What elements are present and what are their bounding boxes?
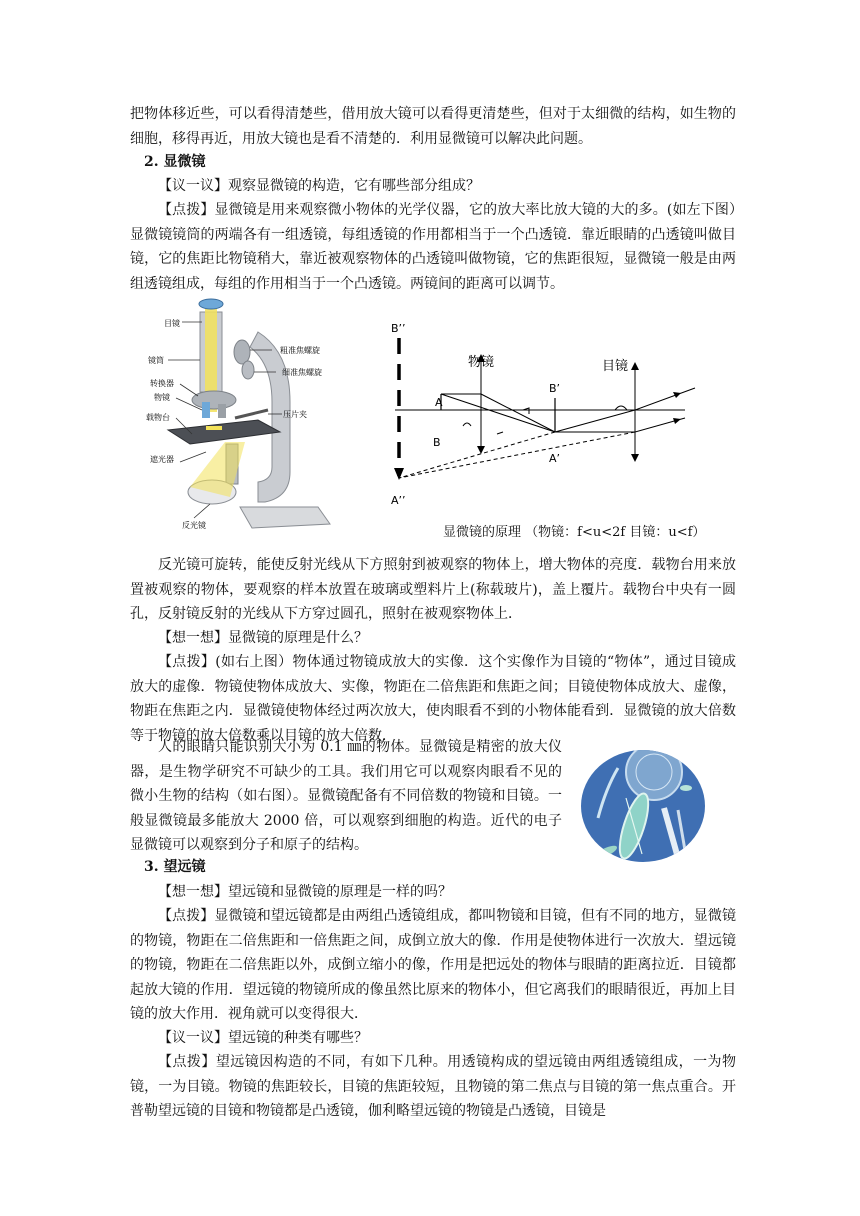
label-eyepiece: 目镜 — [164, 319, 180, 328]
label-a-prime: A’ — [549, 452, 561, 465]
label-stage: 载物台 — [146, 413, 170, 422]
discuss-paragraph-2: 【议一议】望远镜的种类有哪些？ — [158, 1030, 368, 1046]
ray-diagram — [385, 318, 715, 512]
ray-diagram-caption: 显微镜的原理 （物镜：f<u<2f 目镜：u<f） — [443, 525, 706, 540]
hint-paragraph-4: 【点拨】望远镜因构造的不同，有如下几种。用透镜构成的望远镜由两组透镜组成，一为物镜，一为目镜。物镜的焦距较长，目镜的焦距较短，且物镜的第二焦点与目镜的第一焦点重合。开普勒望远镜的目镜和物镜都是凸透镜，伽利略望远镜的物镜是凸透镜，目镜是 — [130, 1054, 736, 1119]
ray-diagram-svg — [385, 318, 715, 512]
eye-resolution-paragraph: 人的眼睛只能识别大小为 0.1 ㎜的物体。显微镜是精密的放大仪器，是生物学研究不可缺少的工具。我们用它可以观察肉眼看不见的微小生物的结构（如右图）。显微镜配备有不同倍数的物镜和目镜。一般显微镜最多能放大 2000 倍，可以观察到细胞的构造。近代的电子显微镜可以观察到分子和原子的结构。 — [130, 739, 562, 853]
hint-paragraph-2: 【点拨】(如右上图）物体通过物镜成放大的实像．这个实像作为目镜的“物体”，通过目镜成放大的虚像．物镜使物体成放大、实像，物距在二倍焦距和焦距之间；目镜使物体成放大、虚像，物距在焦距之内．显微镜使物体经过两次放大，使肉眼看不到的小物体能看到．显微镜的放大倍数等于物镜的放大倍数乘以目镜的放大倍数． — [130, 654, 736, 744]
label-objective-lens: 物镜 — [467, 355, 495, 370]
label-mirror: 反光镜 — [182, 521, 206, 530]
diatom-drawing — [578, 748, 708, 864]
think-paragraph-2: 【想一想】望远镜和显微镜的原理是一样的吗？ — [158, 884, 452, 900]
diatom-image — [578, 748, 708, 864]
label-converter: 转换器 — [150, 379, 174, 388]
section-heading-telescope: 3. 望远镜 — [144, 859, 206, 875]
microscope-drawing — [140, 292, 350, 542]
hint-paragraph-3: 【点拨】显微镜和望远镜都是由两组凸透镜组成，都叫物镜和目镜，但有不同的地方，显微镜的物镜，物距在二倍焦距和一倍焦距之间，成倒立放大的像．作用是使物体进行一次放大．望远镜的物镜，物距在二倍焦距以外，成倒立缩小的像，作用是把远处的物体与眼睛的距离拉近．目镜都起放大镜的作用．望远镜的物镜所成的像虽然比原来的物体小，但它离我们的眼睛很近，再加上目镜的放大作用．视角就可以变得很大． — [130, 908, 736, 1022]
label-fine: 细准焦螺旋 — [282, 368, 322, 377]
microscope-figure — [140, 292, 350, 542]
label-a-double-prime: A’’ — [391, 494, 406, 507]
label-clip: 压片夹 — [283, 410, 307, 419]
intro-paragraph: 把物体移近些，可以看得清楚些，借用放大镜可以看得更清楚些，但对于太细微的结构，如生物的细胞，移得再近，用放大镜也是看不清楚的．利用显微镜可以解决此问题。 — [130, 106, 736, 147]
label-b-double-prime: B’’ — [391, 322, 406, 335]
label-eyepiece-lens: 目镜 — [601, 359, 629, 374]
think-paragraph-1: 【想一想】显微镜的原理是什么？ — [158, 630, 368, 646]
label-objective: 物镜 — [154, 393, 170, 402]
label-coarse: 粗准焦螺旋 — [280, 346, 320, 355]
discuss-paragraph-1: 【议一议】观察显微镜的构造，它有哪些部分组成？ — [158, 178, 480, 194]
label-diaphragm: 遮光器 — [150, 455, 174, 464]
label-tube: 镜筒 — [148, 356, 164, 365]
hint-paragraph-1: 【点拨】显微镜是用来观察微小物体的光学仪器，它的放大率比放大镜的大的多。(如左下图）显微镜镜筒的两端各有一组透镜，每组透镜的作用都相当于一个凸透镜．靠近眼睛的凸透镜叫做目镜，它的焦距比物镜稍大，靠近被观察物体的凸透镜叫做物镜，它的焦距很短，显微镜一般是由两组透镜组成，每组的作用相当于一个凸透镜。两镜间的距离可以调节。 — [130, 202, 736, 292]
label-b: B — [433, 436, 441, 449]
label-b-prime: B’ — [549, 382, 561, 395]
mirror-paragraph: 反光镜可旋转，能使反射光线从下方照射到被观察的物体上，增大物体的亮度．载物台用来放置被观察的物体，要观察的样本放置在玻璃或塑料片上(称载玻片)，盖上覆片。载物台中央有一圆孔，反射镜反射的光线从下方穿过圆孔，照射在被观察物体上． — [130, 557, 736, 622]
section-heading-microscope: 2. 显微镜 — [144, 154, 206, 170]
label-a: A — [435, 396, 443, 409]
